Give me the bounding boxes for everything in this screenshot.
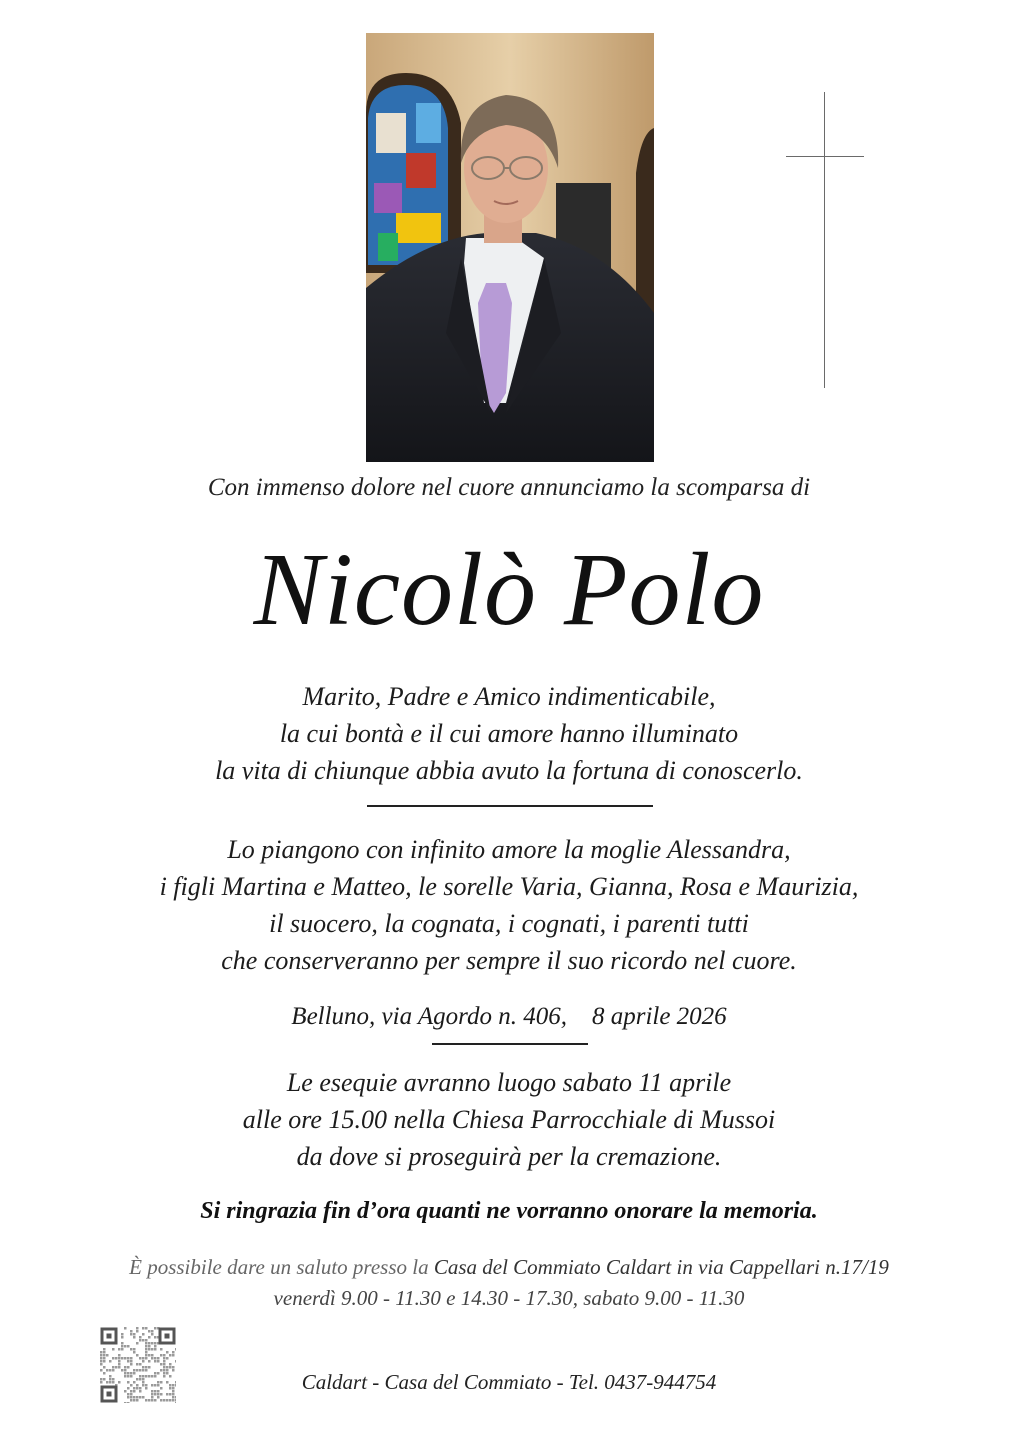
visit-place: Casa del Commiato Caldart in via Cappellari n.17/19 xyxy=(433,1255,889,1279)
thanks-text: Si ringrazia fin d’ora quanti ne vorranno onorare la memoria. xyxy=(200,1198,818,1224)
mourners-line: che conserveranno per sempre il suo ricordo nel cuore. xyxy=(221,946,797,975)
funeral-line: alle ore 15.00 nella Chiesa Parrocchiale di Mussoi xyxy=(242,1105,776,1134)
place-date-text: Belluno, via Agordo n. 406, 8 aprile 2026 xyxy=(291,1003,727,1030)
tribute-line: la cui bontà e il cui amore hanno illuminato xyxy=(279,719,739,748)
mourners-line: i figli Martina e Matteo, le sorelle Varia, Gianna, Rosa e Maurizia, xyxy=(159,872,859,901)
footer-contact: Caldart - Casa del Commiato - Tel. 0437-944754 xyxy=(301,1370,717,1394)
place-divider xyxy=(432,1043,588,1045)
cross-icon xyxy=(786,92,864,388)
tribute-line: la vita di chiunque abbia avuto la fortuna di conoscerlo. xyxy=(215,756,803,785)
mourners-line: il suocero, la cognata, i cognati, i parenti tutti xyxy=(269,909,749,938)
place-date xyxy=(0,1003,1018,1031)
funeral-text xyxy=(0,1064,1018,1175)
visit-prefix: È possibile dare un saluto presso la xyxy=(129,1255,434,1279)
portrait-photo xyxy=(366,33,654,462)
mourners-line: Lo piangono con infinito amore la moglie Alessandra, xyxy=(227,835,791,864)
tribute-line: Marito, Padre e Amico indimenticabile, xyxy=(302,682,716,711)
visit-info xyxy=(0,1255,1018,1280)
section-divider xyxy=(367,805,653,807)
funeral-line: Le esequie avranno luogo sabato 11 aprile xyxy=(286,1068,732,1097)
tribute-text xyxy=(0,678,1018,789)
intro-text: Con immenso dolore nel cuore annunciamo la scomparsa di xyxy=(207,474,811,501)
deceased-name: Nicolò Polo xyxy=(253,532,765,647)
visit-hours: venerdì 9.00 - 11.30 e 14.30 - 17.30, sabato 9.00 - 11.30 xyxy=(273,1286,745,1310)
funeral-line: da dove si proseguirà per la cremazione. xyxy=(296,1142,722,1171)
portrait-illustration xyxy=(366,33,654,462)
mourners-text xyxy=(0,831,1018,979)
